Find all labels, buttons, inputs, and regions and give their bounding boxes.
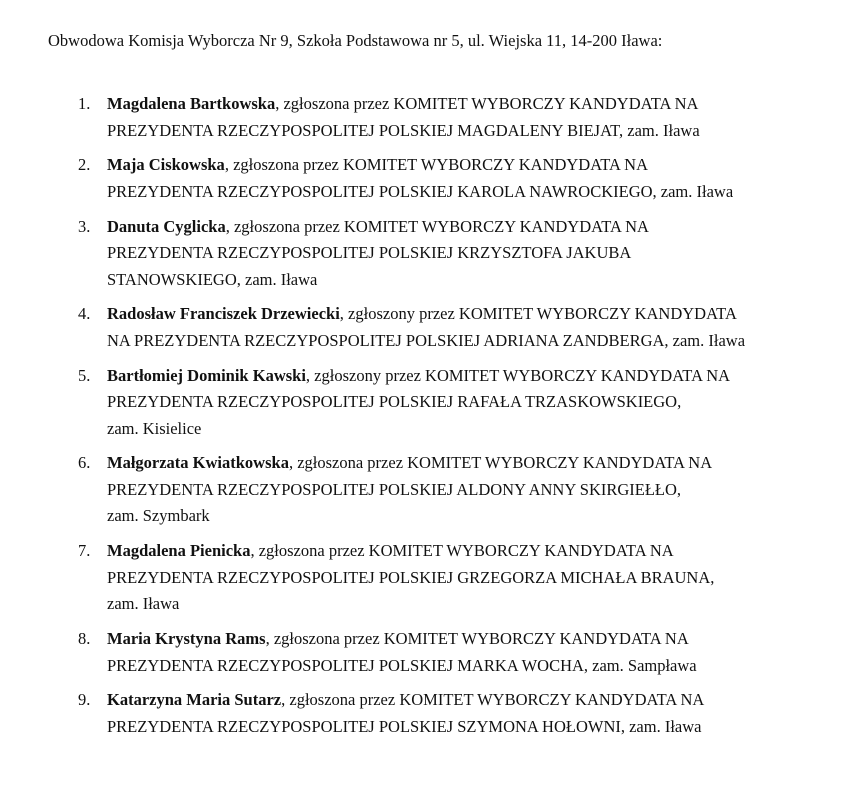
item-line-1 xyxy=(107,450,824,477)
member-item xyxy=(0,626,864,679)
member-item xyxy=(0,687,864,740)
item-line-3: zam. Kisielice xyxy=(107,418,202,438)
member-item xyxy=(0,363,864,443)
nomination-text: , zgłoszona przez KOMITET WYBORCZY KANDYDATA NA xyxy=(224,155,648,175)
item-line-1 xyxy=(107,301,824,328)
member-item xyxy=(0,91,864,144)
nomination-text: , zgłoszona przez KOMITET WYBORCZY KANDYDATA NA xyxy=(250,541,674,561)
item-text xyxy=(107,301,824,354)
member-name: Radosław Franciszek Drzewiecki xyxy=(107,304,340,324)
nomination-text: , zgłoszona przez KOMITET WYBORCZY KANDYDATA NA xyxy=(225,216,649,236)
nomination-text: , zgłoszona przez KOMITET WYBORCZY KANDYDATA NA xyxy=(275,94,699,113)
item-line-3: zam. Szymbark xyxy=(107,506,210,526)
nomination-text: , zgłoszony przez KOMITET WYBORCZY KANDYDATA NA xyxy=(305,365,731,385)
item-number: 8. xyxy=(78,629,91,649)
item-text xyxy=(107,152,824,205)
item-line-2: PREZYDENTA RZECZYPOSPOLITEJ POLSKIEJ ALDONY ANNY SKIRGIEŁŁO, xyxy=(107,479,682,499)
nomination-text: , zgłoszona przez KOMITET WYBORCZY KANDYDATA NA xyxy=(281,690,705,710)
item-line-2: PREZYDENTA RZECZYPOSPOLITEJ POLSKIEJ SZYMONA HOŁOWNI, zam. Iława xyxy=(107,716,702,736)
member-name: Małgorzata Kwiatkowska xyxy=(107,453,289,473)
member-name: Katarzyna Maria Sutarz xyxy=(107,690,282,710)
member-name: Danuta Cyglicka xyxy=(107,216,226,236)
member-item xyxy=(0,301,864,354)
member-item xyxy=(0,152,864,205)
item-line-2: PREZYDENTA RZECZYPOSPOLITEJ POLSKIEJ KAROLA NAWROCKIEGO, zam. Iława xyxy=(107,181,734,201)
item-line-3: zam. Iława xyxy=(107,594,180,614)
item-line-2: PREZYDENTA RZECZYPOSPOLITEJ POLSKIEJ GRZEGORZA MICHAŁA BRAUNA, xyxy=(107,567,715,587)
item-line-1 xyxy=(107,687,824,714)
item-line-1 xyxy=(107,626,824,653)
item-text xyxy=(107,450,824,530)
item-number: 2. xyxy=(78,155,91,175)
item-line-1 xyxy=(107,214,824,241)
item-line-2: PREZYDENTA RZECZYPOSPOLITEJ POLSKIEJ MARKA WOCHA, zam. Sampława xyxy=(107,655,697,675)
item-text xyxy=(107,363,824,443)
item-line-1 xyxy=(107,91,824,118)
item-number: 7. xyxy=(78,541,91,561)
item-number: 3. xyxy=(78,216,91,236)
item-number: 4. xyxy=(78,304,91,324)
item-number: 9. xyxy=(78,690,91,710)
item-line-1 xyxy=(107,363,824,390)
member-name: Maria Krystyna Rams xyxy=(107,629,266,649)
item-line-1 xyxy=(107,538,824,565)
member-name: Bartłomiej Dominik Kawski xyxy=(107,365,306,385)
item-line-2: PREZYDENTA RZECZYPOSPOLITEJ POLSKIEJ MAGDALENY BIEJAT, zam. Iława xyxy=(107,120,700,140)
member-item xyxy=(0,538,864,618)
item-line-2: PREZYDENTA RZECZYPOSPOLITEJ POLSKIEJ KRZYSZTOFA JAKUBA xyxy=(107,243,632,263)
item-number: 1. xyxy=(78,94,91,113)
nomination-text: , zgłoszona przez KOMITET WYBORCZY KANDYDATA NA xyxy=(265,629,689,649)
item-number: 6. xyxy=(78,453,91,473)
member-item xyxy=(0,214,864,294)
item-text xyxy=(107,91,824,144)
item-line-3: STANOWSKIEGO, zam. Iława xyxy=(107,269,318,289)
item-line-2: PREZYDENTA RZECZYPOSPOLITEJ POLSKIEJ RAFAŁA TRZASKOWSKIEGO, xyxy=(107,392,682,412)
item-text xyxy=(107,626,824,679)
committee-heading: Obwodowa Komisja Wyborcza Nr 9, Szkoła Podstawowa nr 5, ul. Wiejska 11, 14-200 Iława: xyxy=(48,31,663,50)
item-number: 5. xyxy=(78,365,91,385)
member-name: Maja Ciskowska xyxy=(107,155,225,175)
item-text xyxy=(107,214,824,294)
nomination-text: , zgłoszona przez KOMITET WYBORCZY KANDYDATA NA xyxy=(288,453,713,473)
member-name: Magdalena Pienicka xyxy=(107,541,251,561)
item-line-1 xyxy=(107,152,824,179)
member-item xyxy=(0,450,864,530)
member-name: Magdalena Bartkowska xyxy=(107,94,276,113)
item-text xyxy=(107,687,824,740)
item-line-2: NA PREZYDENTA RZECZYPOSPOLITEJ POLSKIEJ ADRIANA ZANDBERGA, zam. Iława xyxy=(107,330,746,350)
member-list xyxy=(0,91,864,749)
nomination-text: , zgłoszony przez KOMITET WYBORCZY KANDYDATA xyxy=(339,304,737,324)
item-text xyxy=(107,538,824,618)
